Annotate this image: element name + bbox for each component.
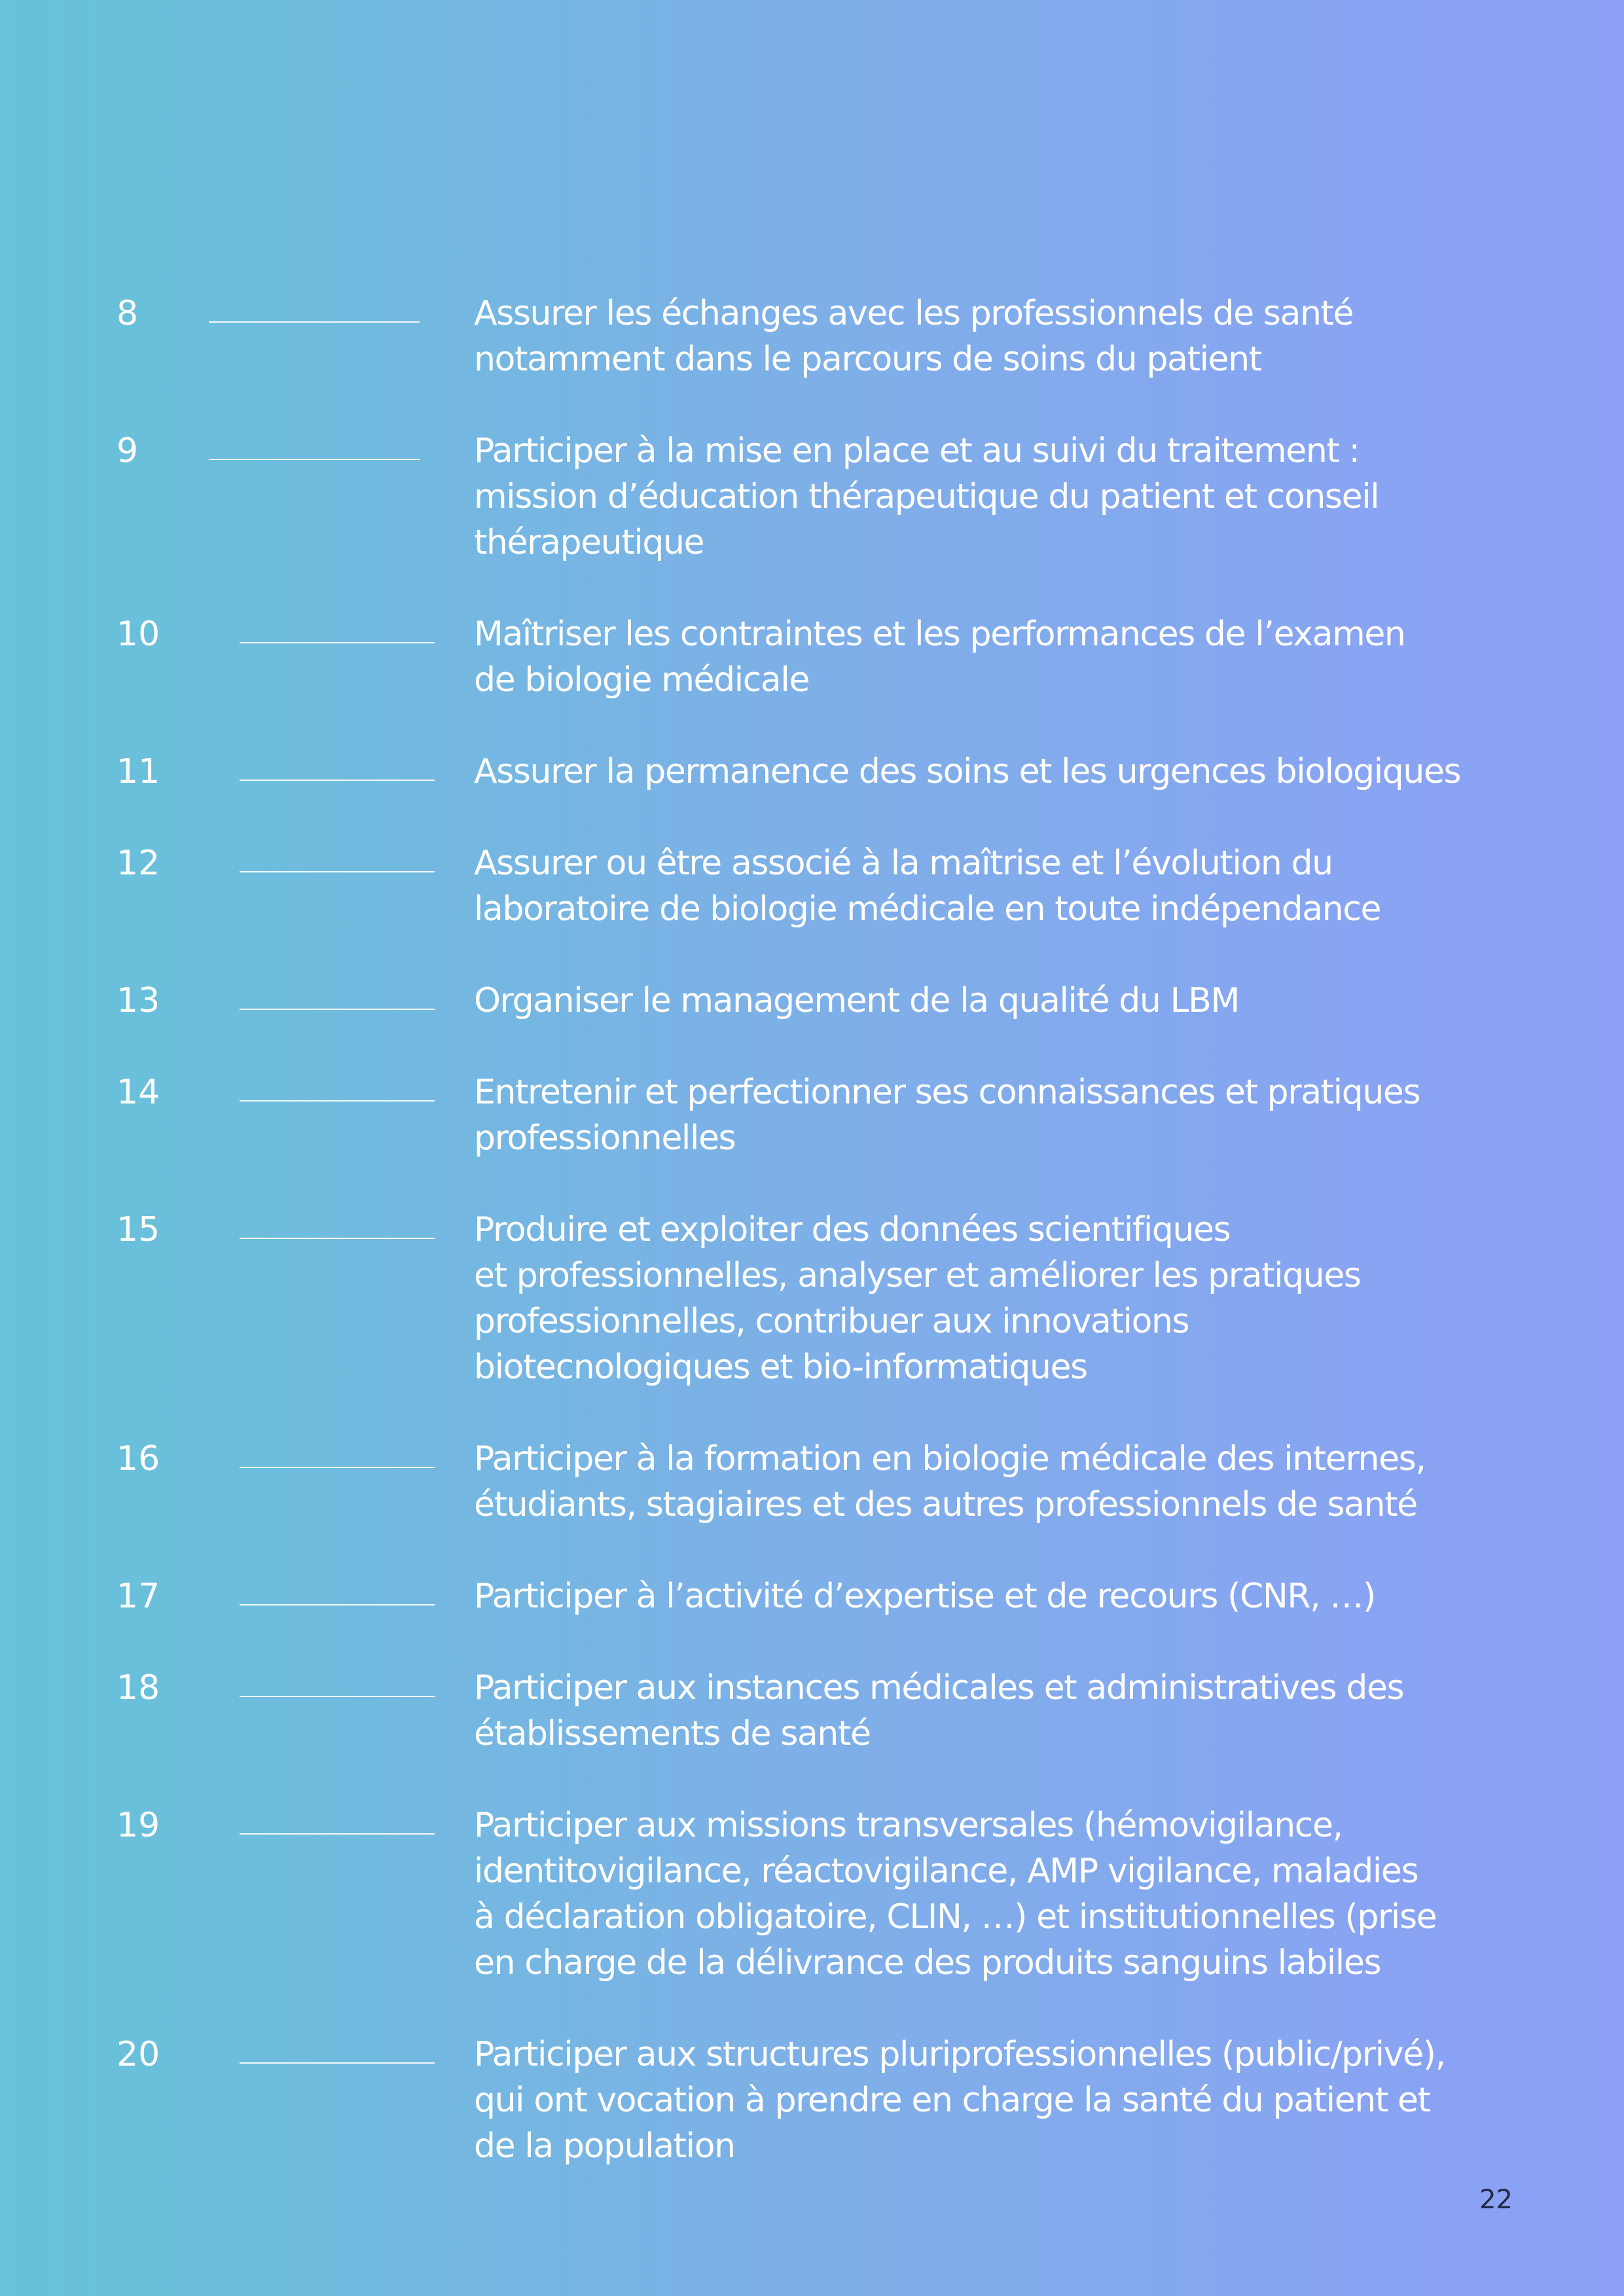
page-number: 22 (1479, 2185, 1513, 2215)
item-text: Participer à la mise en place et au suivi du traitement : mission d’éducation thérapeutique du patient et conseil thérapeutique (474, 431, 1379, 562)
leader-line (209, 459, 420, 460)
item-text: Participer aux missions transversales (hémovigilance, identitovigilance, réactovigilance, AMP vigilance, maladies à déclaration obligatoire, CLIN, …) et institutionnelles (prise en charge de la délivrance des produits sanguins labiles (474, 1806, 1437, 1982)
leader-line (209, 321, 420, 323)
leader-line (240, 1833, 435, 1835)
leader-line (240, 642, 435, 643)
item-number: 19 (117, 1806, 160, 1845)
item-text: Assurer ou être associé à la maîtrise et l’évolution du laboratoire de biologie médicale en toute indépendance (474, 844, 1381, 929)
leader-line (240, 780, 435, 781)
item-number: 20 (117, 2035, 160, 2074)
item-text: Participer à la formation en biologie médicale des internes, étudiants, stagiaires et des autres professionnels de santé (474, 1439, 1426, 1524)
item-number: 18 (117, 1668, 160, 1708)
item-text: Participer aux structures pluriprofessionnelles (public/privé), qui ont vocation à prendre en charge la santé du patient et de la population (474, 2035, 1445, 2166)
item-number: 12 (117, 844, 160, 883)
item-text: Assurer les échanges avec les professionnels de santé notamment dans le parcours de soins du patient (474, 294, 1354, 379)
item-text: Organiser le management de la qualité du LBM (474, 981, 1239, 1020)
item-text: Maîtriser les contraintes et les performances de l’examen de biologie médicale (474, 615, 1405, 700)
item-number: 15 (117, 1210, 160, 1249)
leader-line (240, 1009, 435, 1010)
item-number: 17 (117, 1577, 160, 1616)
item-number: 8 (117, 294, 139, 333)
item-text: Participer à l’activité d’expertise et de recours (CNR, …) (474, 1577, 1375, 1616)
item-number: 14 (117, 1073, 160, 1112)
leader-line (240, 1467, 435, 1468)
item-number: 9 (117, 431, 139, 471)
item-number: 10 (117, 615, 160, 654)
item-text: Assurer la permanence des soins et les urgences biologiques (474, 752, 1461, 791)
item-text: Produire et exploiter des données scientifiques et professionnelles, analyser et améliorer les pratiques professionnelles, contribuer aux innovations biotecnologiques et bio-informatiques (474, 1210, 1361, 1387)
leader-line (240, 1238, 435, 1239)
item-number: 16 (117, 1439, 160, 1479)
item-text: Participer aux instances médicales et administratives des établissements de santé (474, 1668, 1404, 1753)
leader-line (240, 871, 435, 872)
item-number: 11 (117, 752, 160, 791)
item-text: Entretenir et perfectionner ses connaissances et pratiques professionnelles (474, 1073, 1420, 1158)
item-number: 13 (117, 981, 160, 1020)
leader-line (240, 1604, 435, 1605)
leader-line (240, 2062, 435, 2064)
leader-line (240, 1100, 435, 1102)
leader-line (240, 1696, 435, 1697)
